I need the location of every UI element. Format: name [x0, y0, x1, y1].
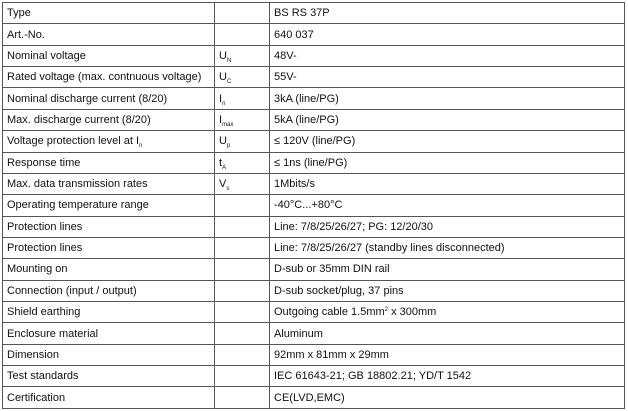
parameter-symbol	[215, 237, 270, 258]
parameter-label: Dimension	[3, 344, 215, 365]
table-row	[3, 195, 625, 216]
table-row	[3, 323, 625, 344]
parameter-value: D-sub socket/plug, 37 pins	[270, 280, 625, 301]
parameter-symbol	[215, 259, 270, 280]
parameter-value: Outgoing cable $1.5mm^2$ x 300mm	[270, 302, 625, 323]
table-row	[3, 302, 625, 323]
parameter-value: 5kA (line/PG)	[270, 109, 625, 130]
parameter-symbol: $I_n$	[215, 88, 270, 109]
parameter-symbol: $t_A$	[215, 152, 270, 173]
table-row	[3, 387, 625, 409]
parameter-value: 92mm x 81mm x 29mm	[270, 344, 625, 365]
parameter-symbol	[215, 216, 270, 237]
parameter-label: Rated voltage (max. contnuous voltage)	[3, 67, 215, 88]
parameter-label: Nominal discharge current (8/20)	[3, 88, 215, 109]
table-row	[3, 280, 625, 301]
table-row	[3, 344, 625, 365]
parameter-symbol	[215, 323, 270, 344]
parameter-value: 3kA (line/PG)	[270, 88, 625, 109]
parameter-label: Max. discharge current (8/20)	[3, 109, 215, 130]
parameter-symbol	[215, 302, 270, 323]
parameter-value: D-sub or 35mm DIN rail	[270, 259, 625, 280]
table-row	[3, 259, 625, 280]
parameter-value: 640 037	[270, 24, 625, 45]
specification-table-body	[3, 3, 625, 409]
parameter-value: Line: 7/8/25/26/27; PG: 12/20/30	[270, 216, 625, 237]
parameter-label: Type	[3, 3, 215, 24]
parameter-symbol: $I_{max}$	[215, 109, 270, 130]
parameter-symbol	[215, 195, 270, 216]
parameter-value: BS RS 37P	[270, 3, 625, 24]
parameter-label: Voltage protection level at $I_n$	[3, 131, 215, 152]
table-row	[3, 88, 625, 109]
parameter-symbol: $U_C$	[215, 67, 270, 88]
table-row	[3, 67, 625, 88]
parameter-label: Test standards	[3, 366, 215, 387]
parameter-label: Response time	[3, 152, 215, 173]
parameter-symbol	[215, 280, 270, 301]
parameter-label: Shield earthing	[3, 302, 215, 323]
table-row	[3, 216, 625, 237]
table-row	[3, 366, 625, 387]
parameter-value: ≤ 120V (line/PG)	[270, 131, 625, 152]
specification-table	[2, 2, 625, 409]
parameter-symbol	[215, 366, 270, 387]
parameter-symbol	[215, 344, 270, 365]
table-row	[3, 173, 625, 194]
parameter-value: -40°C...+80°C	[270, 195, 625, 216]
table-row	[3, 109, 625, 130]
parameter-label: Mounting on	[3, 259, 215, 280]
parameter-symbol	[215, 3, 270, 24]
table-row	[3, 152, 625, 173]
parameter-symbol: $U_N$	[215, 45, 270, 66]
table-row	[3, 45, 625, 66]
parameter-label: Connection (input / output)	[3, 280, 215, 301]
parameter-value: 55V-	[270, 67, 625, 88]
parameter-label: Protection lines	[3, 216, 215, 237]
parameter-value: IEC 61643-21; GB 18802.21; YD/T 1542	[270, 366, 625, 387]
parameter-label: Nominal voltage	[3, 45, 215, 66]
parameter-label: Art.-No.	[3, 24, 215, 45]
parameter-label: Operating temperature range	[3, 195, 215, 216]
parameter-value: ≤ 1ns (line/PG)	[270, 152, 625, 173]
parameter-label: Certification	[3, 387, 215, 409]
parameter-symbol: $U_p$	[215, 131, 270, 152]
parameter-label: Max. data transmission rates	[3, 173, 215, 194]
parameter-value: Line: 7/8/25/26/27 (standby lines disconnected)	[270, 237, 625, 258]
parameter-value: CE(LVD,EMC)	[270, 387, 625, 409]
parameter-value: 1Mbits/s	[270, 173, 625, 194]
parameter-symbol	[215, 24, 270, 45]
parameter-symbol	[215, 387, 270, 409]
table-row	[3, 237, 625, 258]
table-row	[3, 3, 625, 24]
parameter-value: 48V-	[270, 45, 625, 66]
parameter-value: Aluminum	[270, 323, 625, 344]
parameter-label: Protection lines	[3, 237, 215, 258]
table-row	[3, 131, 625, 152]
table-row	[3, 24, 625, 45]
parameter-label: Enclosure material	[3, 323, 215, 344]
parameter-symbol: $V_s$	[215, 173, 270, 194]
